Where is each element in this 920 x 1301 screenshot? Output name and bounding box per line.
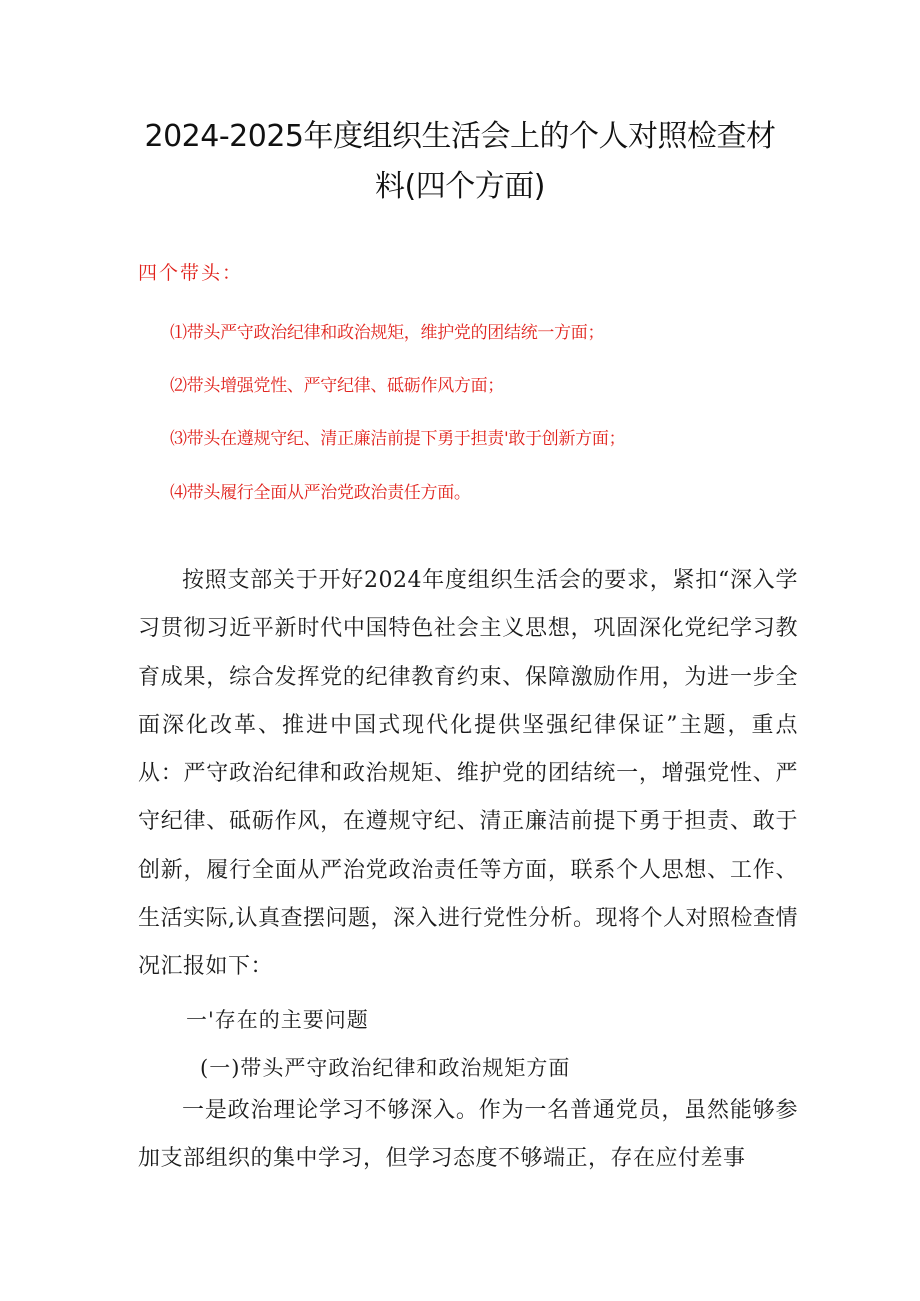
document-title: 2024-2025年度组织生活会上的个人对照检查材料(四个方面) bbox=[144, 119, 776, 204]
intro-paragraph: 按照支部关于开好2024年度组织生活会的要求，紧扣“深入学习贯彻习近平新时代中国特色社会主义思想，巩固深化党纪学习教育成果，综合发挥党的纪律教育约束、保障激励作用，为进一步全面深化改革、推进中国式现代化提供坚强纪律保证”主题，重点从：严守政治纪律和政治规矩、维护党的团结统一，增强党性、严守纪律、砥砺作风，在遵规守纪、清正廉洁前提下勇于担责、敢于创新，履行全面从严治党政治责任等方面，联系个人思想、工作、生活实际,认真查摆问题，深入进行党性分析。现将个人对照检查情况汇报如下： bbox=[138, 568, 798, 980]
subsection-one-heading: (一)带头严守政治纪律和政治规矩方面 bbox=[200, 1056, 571, 1080]
four-leads-heading: 四个带头： bbox=[138, 262, 244, 284]
four-leads-item-4: ⑷带头履行全面从严治党政治责任方面。 bbox=[170, 483, 471, 503]
four-leads-item-2: ⑵带头增强党性、严守纪律、砥砺作风方面； bbox=[170, 376, 504, 396]
point-one-paragraph: 一是政治理论学习不够深入。作为一名普通党员，虽然能够参加支部组织的集中学习，但学习态度不够端正，存在应付差事 bbox=[138, 1098, 798, 1172]
section-one-heading: 一'存在的主要问题 bbox=[186, 1008, 369, 1032]
four-leads-item-1: ⑴带头严守政治纪律和政治规矩，维护党的团结统一方面； bbox=[170, 323, 605, 343]
four-leads-item-3: ⑶带头在遵规守纪、清正廉洁前提下勇于担责'敢于创新方面； bbox=[170, 429, 626, 449]
